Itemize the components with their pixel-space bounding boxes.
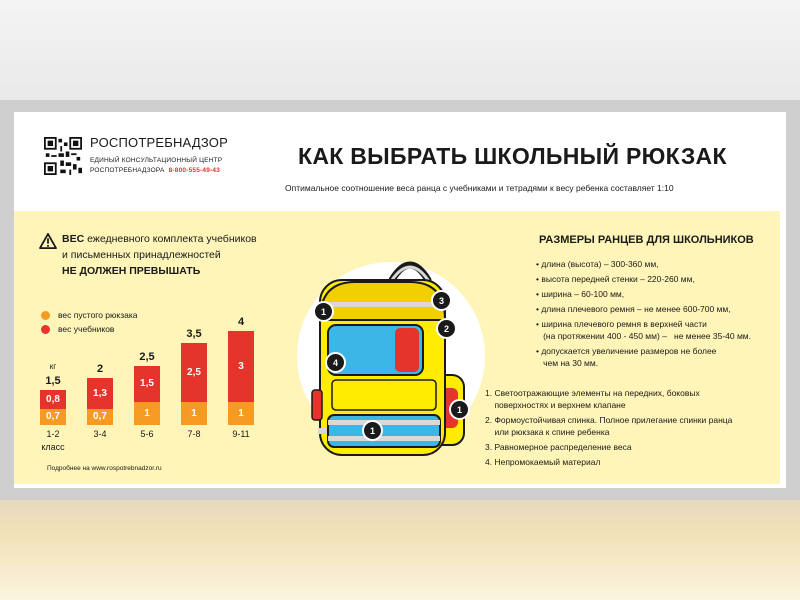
legend-empty-label: вес пустого рюкзака xyxy=(58,310,138,320)
bar-total-label: 3,5 xyxy=(186,327,202,340)
size-item: (на протяжении 400 - 450 мм) – не менее 35-40 мм. xyxy=(536,331,752,341)
qr-code-icon xyxy=(44,137,82,175)
warning-bold-word: ВЕС xyxy=(62,233,85,245)
sizes-title: РАЗМЕРЫ РАНЦЕВ ДЛЯ ШКОЛЬНИКОВ xyxy=(539,234,754,246)
marker-1-side: 1 xyxy=(449,399,470,420)
bar-segment-books: 3 xyxy=(228,331,254,402)
background-top xyxy=(0,0,800,100)
legend-empty-dot xyxy=(41,311,50,320)
bar-category-label: 3-4 xyxy=(93,429,107,439)
feature-item: 1. Светоотражающие элементы на передних, боковых xyxy=(485,388,700,398)
background-bottom xyxy=(0,500,800,600)
bar-total-label: 4 xyxy=(237,316,245,328)
bar-total-label: 2 xyxy=(96,363,104,375)
warning-icon xyxy=(39,233,57,249)
legend-books-dot xyxy=(41,325,50,334)
bar-total-label: 2,5 xyxy=(139,351,155,364)
feature-item: 4. Непромокаемый материал xyxy=(485,457,601,467)
bar-category-label: 9-11 xyxy=(232,429,250,439)
bar-segment-books: 2,5 xyxy=(181,343,207,402)
bar-segment-empty: 0,7 xyxy=(87,409,113,425)
chart-unit-label: кг xyxy=(49,362,57,371)
marker-1-bottom: 1 xyxy=(362,420,383,441)
marker-1-top: 1 xyxy=(313,301,334,322)
bar-segment-books: 1,3 xyxy=(87,378,113,409)
size-item: • длина (высота) – 300-360 мм, xyxy=(536,259,659,269)
chart-x-label: класс xyxy=(41,442,65,452)
size-item: • ширина плечевого ремня в верхней части xyxy=(536,319,707,329)
size-item: • длина плечевого ремня – не менее 600-700 мм, xyxy=(536,304,731,314)
warning-line-1 xyxy=(62,233,257,245)
warning-line-3: НЕ ДОЛЖЕН ПРЕВЫШАТЬ xyxy=(62,265,201,277)
bar-category-label: 5-6 xyxy=(140,429,154,439)
bar-segment-empty: 1 xyxy=(228,402,254,426)
size-item: • высота передней стенки – 220-260 мм, xyxy=(536,274,695,284)
bar-category-label: 1-2 xyxy=(46,429,60,439)
page-subtitle: Оптимальное соотношение веса ранца с учебниками и тетрадями к весу ребенка составляет 1:10 xyxy=(285,183,674,193)
feature-item: 2. Формоустойчивая спинка. Полное прилегание спинки ранца xyxy=(485,415,733,425)
size-item: • ширина – 60-100 мм, xyxy=(536,289,625,299)
bar-segment-empty: 1 xyxy=(181,402,207,426)
brand-subtitle-org: РОСПОТРЕБНАДЗОРА xyxy=(90,167,165,174)
marker-3: 3 xyxy=(431,290,452,311)
marker-2: 2 xyxy=(436,318,457,339)
footnote-link: Подробнее на www.rospotrebnadzor.ru xyxy=(47,465,162,472)
brand-subtitle: ЕДИНЫЙ КОНСУЛЬТАЦИОННЫЙ ЦЕНТР xyxy=(90,157,223,164)
size-item: • допускается увеличение размеров не более xyxy=(536,346,717,356)
feature-item: поверхностях и верхнем клапане xyxy=(485,400,626,410)
bar-segment-empty: 1 xyxy=(134,402,160,426)
bar-segment-empty: 0,7 xyxy=(40,409,66,425)
feature-item: 3. Равномерное распределение веса xyxy=(485,442,632,452)
legend-books-label: вес учебников xyxy=(58,324,115,334)
bar-segment-books: 1,5 xyxy=(134,366,160,401)
warning-line-2: и письменных принадлежностей xyxy=(62,249,221,261)
bar-segment-books: 0,8 xyxy=(40,390,66,409)
size-item: чем на 30 мм. xyxy=(536,358,599,368)
marker-4: 4 xyxy=(325,352,346,373)
brand-name: РОСПОТРЕБНАДЗОР xyxy=(90,135,228,150)
feature-item: или рюкзака к спине ребенка xyxy=(485,427,610,437)
hotline-phone: 8-800-555-49-43 xyxy=(168,167,221,174)
warning-line-1-text: ежедневного комплекта учебников xyxy=(84,233,257,245)
page-title: КАК ВЫБРАТЬ ШКОЛЬНЫЙ РЮКЗАК xyxy=(298,143,727,169)
bar-category-label: 7-8 xyxy=(187,429,201,439)
bar-total-label: 1,5 xyxy=(45,374,61,387)
brand-subtitle-2 xyxy=(90,167,220,174)
